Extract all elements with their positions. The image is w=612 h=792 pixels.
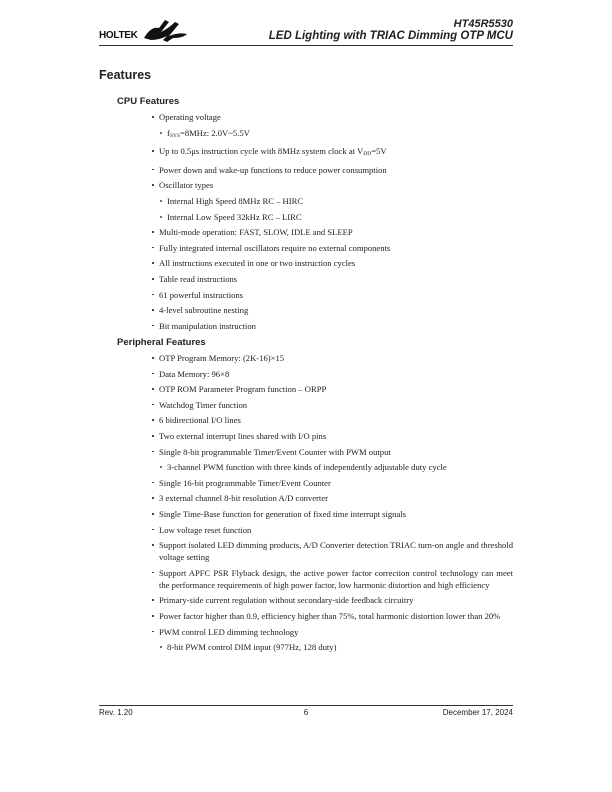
list-item: Data Memory: 96×8 (151, 368, 513, 380)
list-item: 3 external channel 8-bit resolution A/D converter (151, 492, 513, 504)
list-item (151, 145, 513, 160)
footer-date: December 17, 2024 (442, 708, 513, 717)
subscript: DD (363, 151, 372, 158)
list-item: Support isolated LED dimming products, A/D Converter detection TRIAC turn-on angle and threshold voltage setting (151, 539, 513, 563)
footer-page-number: 6 (303, 708, 309, 717)
footer-revision: Rev. 1.20 (99, 708, 133, 717)
list-item: Table read instructions (151, 273, 513, 285)
list-item: 6 bidirectional I/O lines (151, 414, 513, 426)
list-item: Operating voltage (151, 111, 513, 123)
document-header (269, 18, 513, 43)
list-item: OTP Program Memory: (2K-16)×15 (151, 352, 513, 364)
sub-list-item: Internal High Speed 8MHz RC – HIRC (151, 195, 513, 207)
peripheral-features-list (151, 352, 513, 657)
text-segment: Up to 0.5μs instruction cycle with 8MHz system clock at V (159, 146, 364, 157)
list-item: Power factor higher than 0.9, efficiency higher than 75%, total harmonic distortion lower than 20% (151, 610, 513, 622)
subscript: SYS (169, 132, 180, 139)
list-item: Support APFC PSR Flyback design, the active power factor correction control technology can meet the performance requirements of high power factor, low harmonic distortion and high efficiency (151, 567, 513, 591)
list-item: Power down and wake-up functions to reduce power consumption (151, 164, 513, 176)
list-item: PWM control LED dimming technology (151, 626, 513, 638)
sub-list-item: Internal Low Speed 32kHz RC – LIRC (151, 211, 513, 223)
list-item: All instructions executed in one or two instruction cycles (151, 257, 513, 269)
list-item: Two external interrupt lines shared with I/O pins (151, 430, 513, 442)
list-item: Bit manipulation instruction (151, 320, 513, 332)
page-title: Features (99, 68, 152, 82)
text-segment: f (167, 127, 170, 138)
list-item: Single Time-Base function for generation of fixed time interrupt signals (151, 508, 513, 520)
part-number: HT45R5530 (453, 18, 513, 30)
list-item: Fully integrated internal oscillators require no external components (151, 242, 513, 254)
list-item: Single 16-bit programmable Timer/Event Counter (151, 477, 513, 489)
footer-divider (99, 705, 513, 706)
list-item: Multi-mode operation: FAST, SLOW, IDLE and SLEEP (151, 226, 513, 238)
list-item: Watchdog Timer function (151, 399, 513, 411)
header-divider (99, 45, 513, 46)
section-heading-peripheral: Peripheral Features (117, 337, 206, 348)
sub-list-item: 8-bit PWM control DIM input (977Hz, 128 duty) (151, 641, 513, 653)
section-heading-cpu: CPU Features (117, 96, 180, 107)
list-item: OTP ROM Parameter Program function – ORPP (151, 383, 513, 395)
cpu-features-list (151, 111, 513, 335)
document-subtitle: LED Lighting with TRIAC Dimming OTP MCU (268, 30, 513, 42)
list-item: Low voltage reset function (151, 524, 513, 536)
list-item: Oscillator types (151, 179, 513, 191)
sub-list-item: 3-channel PWM function with three kinds of independently adjustable duty cycle (151, 461, 513, 473)
list-item: 61 powerful instructions (151, 289, 513, 301)
text-segment: =8MHz: 2.0V~5.5V (179, 127, 250, 138)
list-item: Primary-side current regulation without secondary-side feedback circuitry (151, 594, 513, 606)
svg-text:HOLTEK: HOLTEK (99, 30, 138, 41)
sub-list-item (151, 127, 513, 142)
holtek-logo (99, 16, 189, 44)
list-item: 4-level subroutine nesting (151, 304, 513, 316)
text-segment: =5V (371, 146, 387, 157)
list-item: Single 8-bit programmable Timer/Event Counter with PWM output (151, 446, 513, 458)
